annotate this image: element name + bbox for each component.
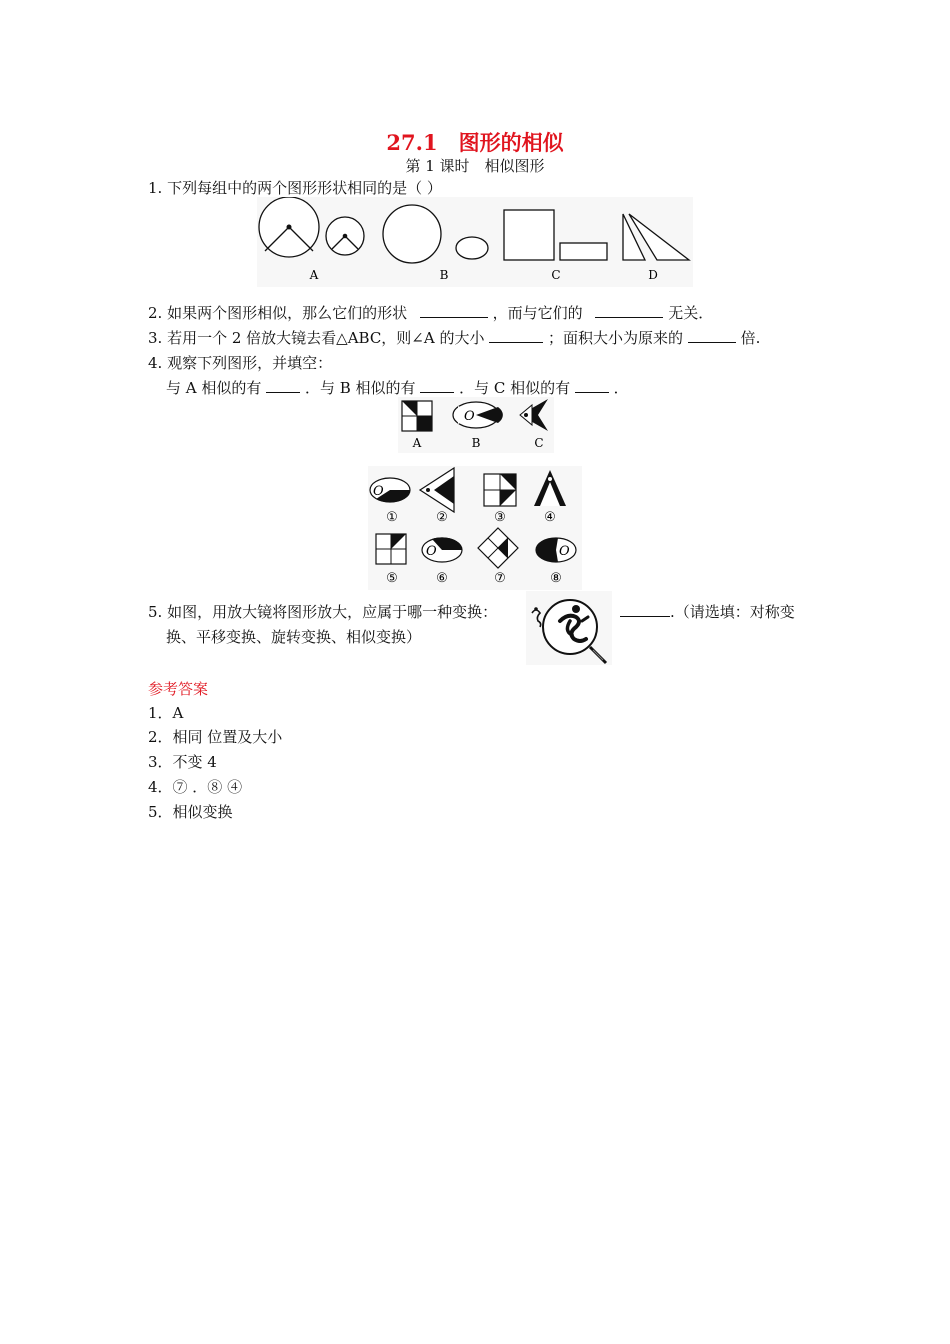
answer-5: 5．相似变换: [148, 803, 233, 821]
svg-text:O: O: [426, 544, 437, 559]
q4-fill-line: [166, 377, 629, 398]
q4-option-label-2: ②: [436, 510, 448, 525]
q5-blank[interactable]: [620, 602, 670, 617]
q4-fill-a: 与 A 相似的有: [166, 379, 262, 397]
page-title: 27.1 图形的相似: [386, 130, 564, 155]
q4-fill-b: ．与 B 相似的有: [304, 379, 416, 397]
q1-label-d: D: [648, 268, 658, 282]
q3-blank-2[interactable]: [688, 328, 736, 343]
q3-text-pre: 3. 若用一个 2 倍放大镜去看△ABC，则∠A 的大小: [148, 329, 485, 347]
q4-ref-label-a: A: [412, 436, 422, 450]
q4-fill-end: ．: [613, 379, 629, 397]
q4-option-label-7: ⑦: [494, 571, 506, 586]
q4-ref-a-shape: [402, 401, 432, 431]
q3-text-mid: ；面积大小为原来的: [548, 329, 684, 347]
answer-1: 1．A: [148, 704, 184, 722]
q2-text-pre: 2. 如果两个图形相似，那么它们的形状: [148, 304, 408, 322]
q4-option-label-4: ④: [544, 510, 556, 525]
q4-option-label-8: ⑧: [550, 571, 562, 586]
svg-text:O: O: [373, 484, 384, 499]
question-1: 1. 下列每组中的两个图形形状相同的是（ ）: [148, 179, 442, 197]
answers-heading: 参考答案: [148, 680, 209, 698]
q4-ref-label-c: C: [534, 436, 544, 450]
q4-option-3-shape: [484, 474, 516, 506]
q4-option-label-1: ①: [386, 510, 398, 525]
answer-2: 2．相同 位置及大小: [148, 728, 283, 746]
question-5-line-1: 5. 如图，用放大镜将图形放大，应属于哪一种变换：: [148, 603, 498, 621]
q1-label-a: A: [309, 268, 319, 282]
q4-option-8-shape: [536, 538, 576, 562]
q4-blank-c[interactable]: [575, 378, 609, 393]
question-3: [148, 327, 760, 348]
q4-option-5-shape: [376, 534, 406, 564]
q2-blank-2[interactable]: [595, 303, 663, 318]
answer-4: 4．⑦ ．⑧ ④: [148, 778, 243, 796]
q2-text-mid: ，而与它们的: [492, 304, 583, 322]
q4-fill-c: ．与 C 相似的有: [459, 379, 571, 397]
question-2: [148, 302, 713, 323]
q2-blank-1[interactable]: [420, 303, 488, 318]
question-5-line-1-end: [620, 601, 795, 622]
q4-blank-b[interactable]: [420, 378, 454, 393]
q4-option-figures: [368, 466, 582, 590]
q1-figure: [257, 197, 693, 287]
q4-option-label-3: ③: [494, 510, 506, 525]
magnifier-figure: [526, 591, 612, 665]
q4-ref-label-b: B: [471, 436, 481, 450]
q2-text-post: 无关．: [668, 304, 714, 322]
q5-text-post: .（请选填：对称变: [670, 603, 795, 621]
q1-label-c: C: [551, 268, 561, 282]
q4-option-label-5: ⑤: [386, 571, 398, 586]
q1-label-b: B: [439, 268, 449, 282]
page-subtitle: 第 1 课时 相似图形: [405, 157, 545, 175]
q4-option-label-6: ⑥: [436, 571, 448, 586]
question-5-line-2: 换、平移变换、旋转变换、相似变换）: [166, 628, 422, 646]
question-4: 4. 观察下列图形，并填空：: [148, 354, 333, 372]
q4-blank-a[interactable]: [266, 378, 300, 393]
answer-3: 3．不变 4: [148, 753, 217, 771]
svg-text:O: O: [559, 544, 570, 559]
q4-option-6-shape: [422, 537, 462, 562]
q3-text-post: 倍.: [740, 329, 761, 347]
q4-option-1-shape: [370, 478, 410, 502]
q4-reference-figures: [398, 397, 554, 453]
q3-blank-1[interactable]: [489, 328, 543, 343]
svg-text:O: O: [464, 409, 475, 424]
